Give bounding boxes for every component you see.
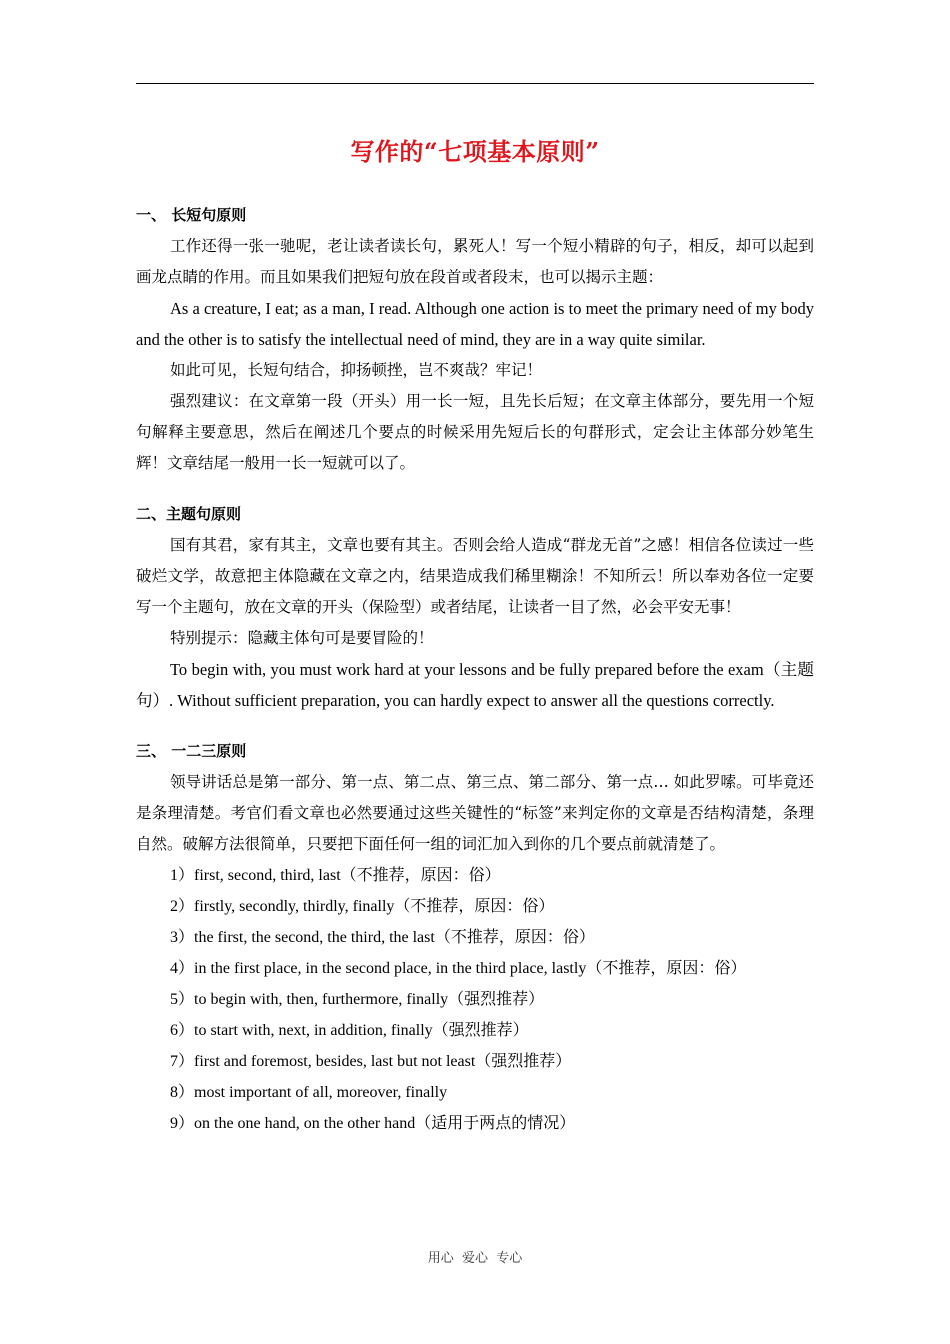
paragraph: 强烈建议：在文章第一段（开头）用一长一短，且先长后短；在文章主体部分，要先用一个短句解释主要意思，然后在阐述几个要点的时候采用先短后长的句群形式，定会让主体部分妙笔生辉！文章结尾一般用一长一短就可以了。 bbox=[136, 392, 814, 472]
list-item: 7）first and foremost, besides, last but not least（强烈推荐） bbox=[170, 1053, 572, 1070]
list-item: 3）the first, the second, the third, the last（不推荐，原因：俗） bbox=[170, 929, 595, 946]
example-paragraph: To begin with, you must work hard at your lessons and be fully prepared before the exam（主题句）. Without sufficient preparation, you can hardly expect to answer all the questions correctly. bbox=[136, 660, 814, 710]
paragraph: 国有其君，家有其主，文章也要有其主。否则会给人造成“群龙无首”之感！相信各位读过一些破烂文学，故意把主体隐藏在文章之内，结果造成我们稀里糊涂！不知所云！所以奉劝各位一定要写一个主题句，放在文章的开头（保险型）或者结尾，让读者一目了然，必会平安无事！ bbox=[136, 536, 814, 616]
page-footer: 用心 爱心 专心 bbox=[427, 1251, 523, 1266]
section-topic-sentence bbox=[136, 499, 814, 716]
section-heading: 一、 长短句原则 bbox=[136, 206, 247, 224]
section-long-short-sentences bbox=[136, 200, 814, 479]
paragraph: 工作还得一张一驰呢，老让读者读长句，累死人！写一个短小精辟的句子，相反，却可以起到画龙点睛的作用。而且如果我们把短句放在段首或者段末，也可以揭示主题： bbox=[136, 237, 814, 286]
document-body bbox=[136, 200, 814, 1139]
section-heading: 三、 一二三原则 bbox=[136, 742, 247, 760]
list-item: 8）most important of all, moreover, finally bbox=[170, 1084, 448, 1101]
list-item: 4）in the first place, in the second place, in the third place, lastly（不推荐，原因：俗） bbox=[170, 960, 747, 977]
list-item: 5）to begin with, then, furthermore, finally（强烈推荐） bbox=[170, 991, 545, 1008]
list-item: 6）to start with, next, in addition, finally（强烈推荐） bbox=[170, 1022, 529, 1039]
example-paragraph: As a creature, I eat; as a man, I read. Although one action is to meet the primary need of my body and the other is to satisfy the intellectual need of mind, they are in a way quite similar. bbox=[136, 299, 814, 349]
header-rule bbox=[136, 83, 814, 84]
list-item: 1）first, second, third, last（不推荐，原因：俗） bbox=[170, 867, 501, 884]
section-heading: 二、主题句原则 bbox=[136, 505, 242, 523]
section-one-two-three bbox=[136, 736, 814, 1139]
list-item: 9）on the one hand, on the other hand（适用于两点的情况） bbox=[170, 1115, 576, 1132]
paragraph: 领导讲话总是第一部分、第一点、第二点、第三点、第二部分、第一点… 如此罗嗦。可毕竟还是条理清楚。考官们看文章也必然要通过这些关键性的“标签”来判定你的文章是否结构清楚，条理自然。破解方法很简单，只要把下面任何一组的词汇加入到你的几个要点前就清楚了。 bbox=[136, 773, 814, 853]
paragraph: 如此可见，长短句结合，抑扬顿挫，岂不爽哉？牢记！ bbox=[170, 361, 543, 379]
list-item: 2）firstly, secondly, thirdly, finally（不推荐，原因：俗） bbox=[170, 898, 555, 915]
paragraph: 特别提示：隐藏主体句可是要冒险的！ bbox=[170, 629, 434, 647]
document-title: 写作的“七项基本原则” bbox=[350, 137, 600, 166]
